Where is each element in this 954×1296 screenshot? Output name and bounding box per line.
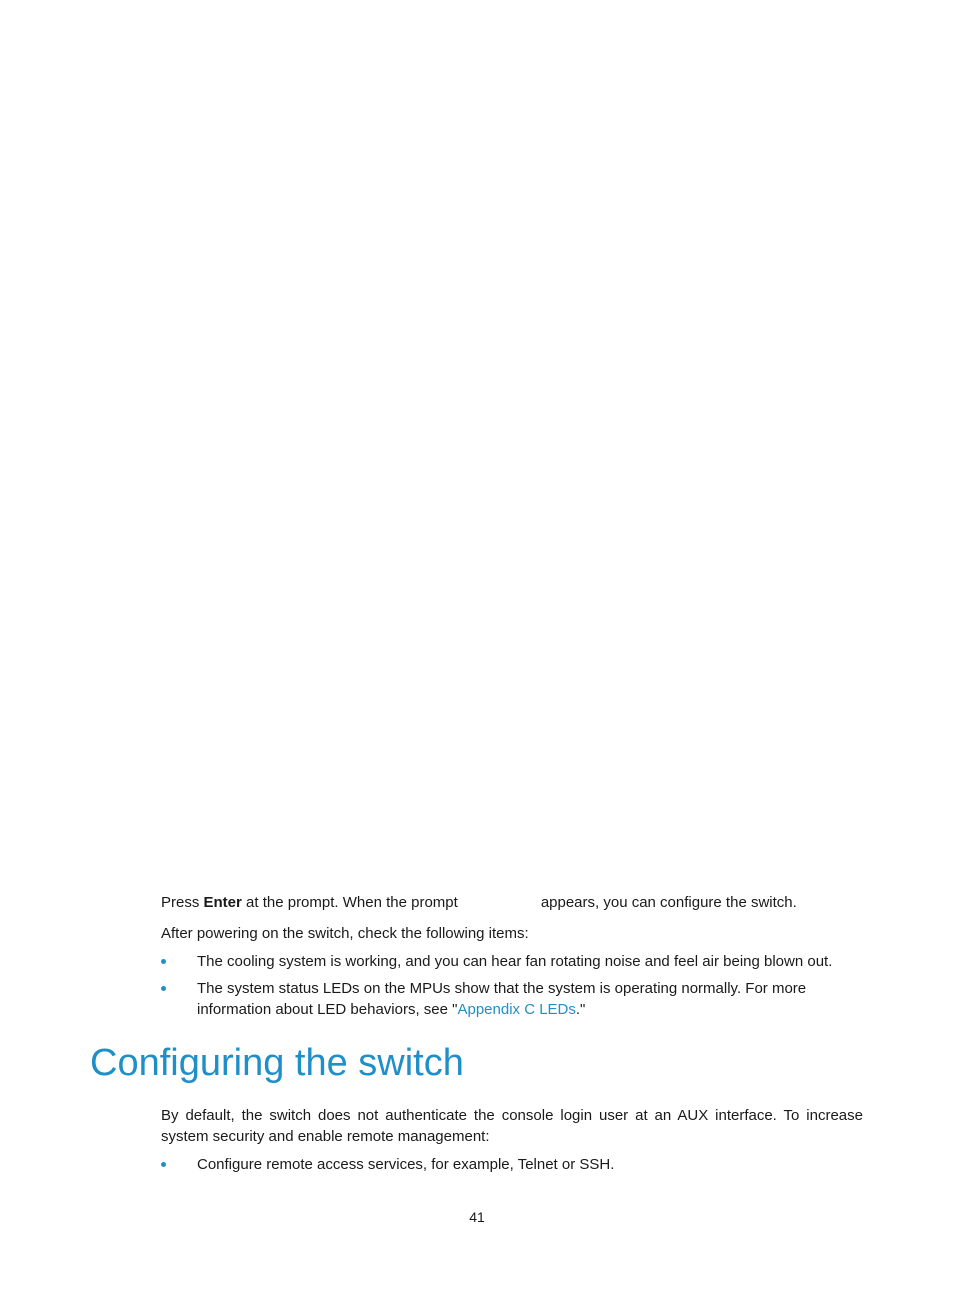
section-intro: By default, the switch does not authenticate the console login user at an AUX interface. To increase system security and enable remote management: [161, 1107, 863, 1145]
list-item [161, 951, 863, 972]
list-item [161, 978, 863, 1020]
page-number: 41 [469, 1209, 485, 1225]
list-item-text: Configure remote access services, for example, Telnet or SSH. [197, 1156, 615, 1173]
bullet-icon [161, 1162, 166, 1167]
list-item-line-1: The system status LEDs on the MPUs show that the system is operating normally. For more [197, 980, 807, 997]
list-item-text [197, 978, 863, 1020]
press-prefix: Press [161, 894, 204, 911]
enter-key-label: Enter [203, 894, 242, 911]
press-suffix: appears, you can configure the switch. [540, 894, 797, 911]
bullet-icon [161, 986, 166, 991]
check-intro: After powering on the switch, check the following items: [161, 925, 529, 942]
list-item [161, 1154, 863, 1175]
led-ref-prefix: information about LED behaviors, see " [197, 1001, 458, 1018]
list-item-line-2 [197, 999, 863, 1020]
appendix-c-leds-link[interactable]: Appendix C LEDs [457, 1001, 576, 1018]
bullet-icon [161, 959, 166, 964]
list-item-text: The cooling system is working, and you can hear fan rotating noise and feel air being blown out. [197, 953, 833, 970]
press-enter-instruction [161, 892, 797, 913]
press-middle: at the prompt. When the prompt [241, 894, 458, 911]
led-ref-suffix: ." [575, 1001, 586, 1018]
section-heading: Configuring the switch [90, 1042, 464, 1084]
